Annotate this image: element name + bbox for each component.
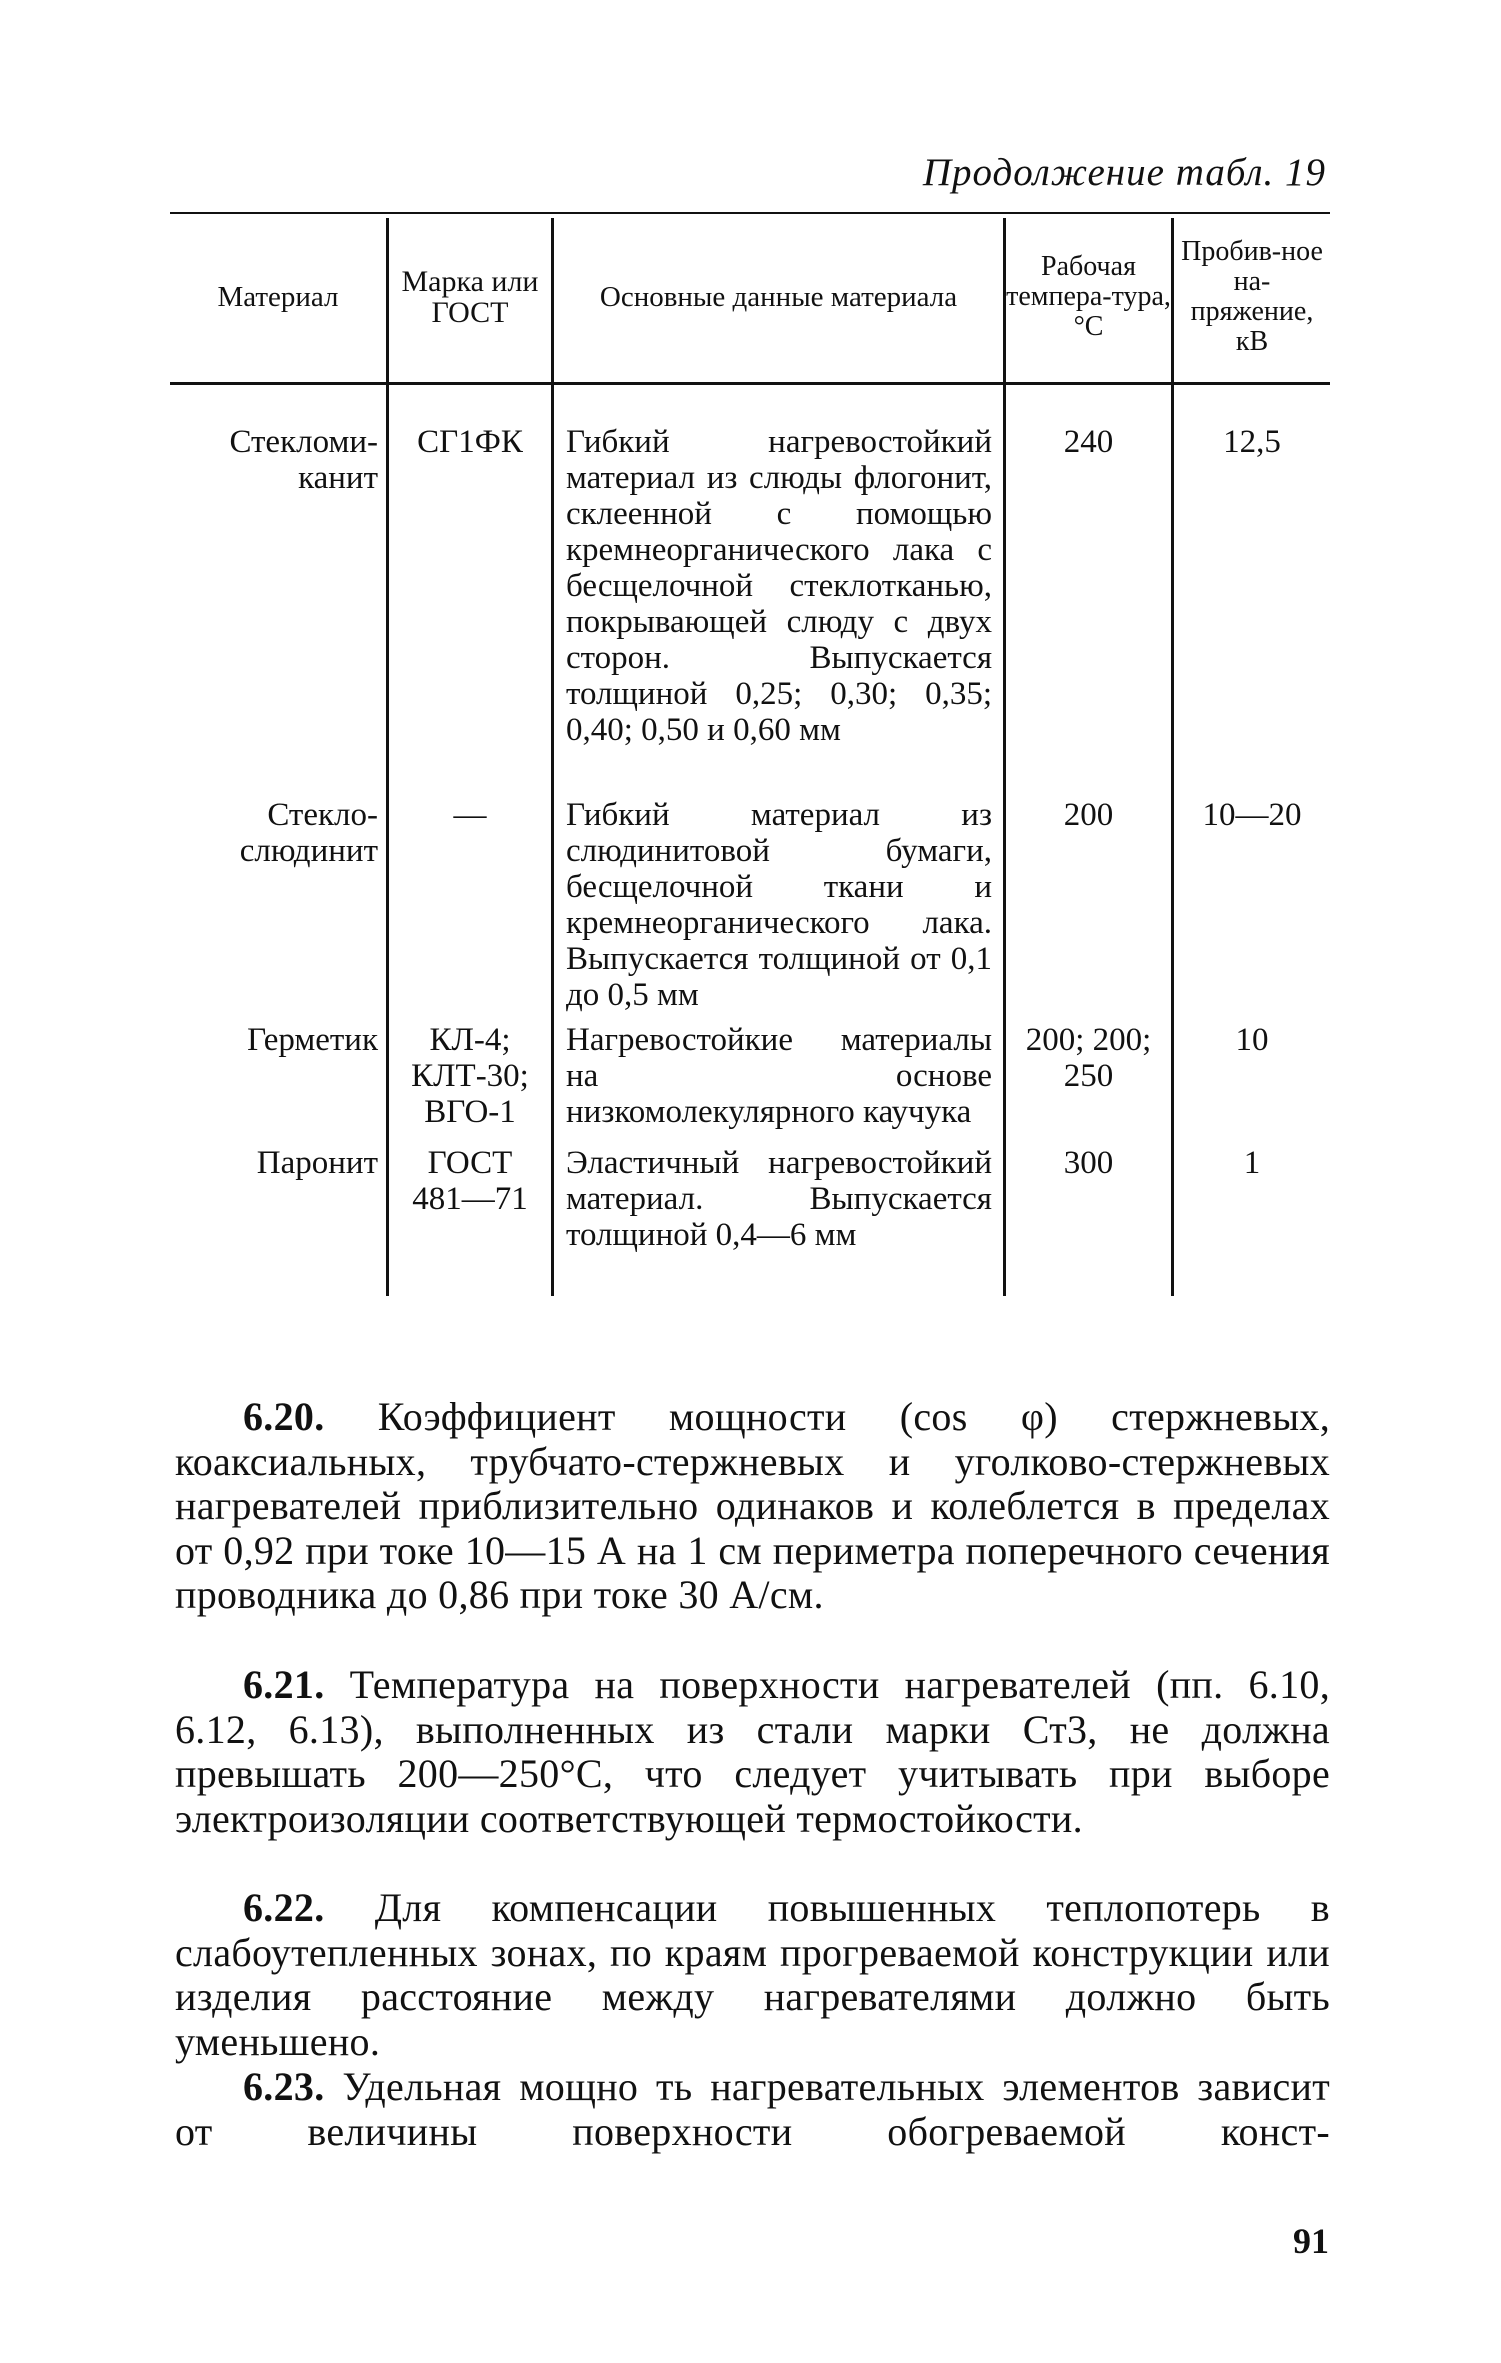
row-material: Паронит — [256, 1145, 378, 1181]
paragraph-text: Для компенсации повышенных теплопотерь в слабоутепленных зонах, по краям прогреваемой конструкции или изделия расстояние между нагревателями должно быть уменьшено. — [175, 1885, 1330, 2064]
table-header-rule — [170, 382, 1330, 385]
row-temperature: 240 — [1063, 424, 1114, 460]
paragraph-text: Коэффициент мощности (cos φ) стержневых, коаксиальных, трубчато-стержневых и уголково-стержневых нагревателей приблизительно одинаков и колеблется в пределах от 0,92 при токе 10—15 А на 1 см периметра поперечного сечения проводника до 0,86 при токе 30 А/см. — [175, 1394, 1330, 1617]
row-temperature: 200 — [1063, 797, 1114, 833]
row-description: Гибкий материал из слюдинитовой бумаги, бесщелочной ткани и кремнеорганического лака. Выпускается толщиной от 0,1 до 0,5 мм — [566, 797, 992, 1013]
row-material: Стекло- слюдинит — [239, 797, 378, 869]
paragraph-number: 6.21. — [243, 1662, 325, 1707]
row-temperature: 300 — [1063, 1145, 1114, 1181]
row-description: Нагревостойкие материалы на основе низкомолекулярного каучука — [566, 1022, 992, 1130]
row-mark: КЛ-4; КЛТ-30; ВГО-1 — [411, 1022, 529, 1130]
row-voltage: 12,5 — [1223, 424, 1281, 460]
row-material: Стекломи- канит — [229, 424, 378, 496]
paragraph-number: 6.20. — [243, 1394, 325, 1439]
paragraph-text: Удельная мощно ть нагревательных элементов зависит от величины поверхности обогреваемой конст- — [175, 2064, 1330, 2154]
header-material: Материал — [217, 280, 339, 313]
header-mark: Марка или ГОСТ — [401, 265, 539, 329]
paragraph-6-22 — [175, 1886, 1330, 2064]
header-voltage: Пробив-ное на-пряжение, кВ — [1181, 236, 1323, 357]
header-description: Основные данные материала — [599, 280, 958, 313]
row-temperature: 200; 200; 250 — [1025, 1022, 1152, 1094]
paragraph-number: 6.22. — [243, 1885, 325, 1930]
row-description: Эластичный нагревостойкий материал. Выпускается толщиной 0,4—6 мм — [566, 1145, 992, 1253]
paragraph-number: 6.23. — [243, 2064, 325, 2109]
row-description: Гибкий нагревостойкий материал из слюды флогонит, склеенной с помощью кремнеорганического лака с бесщелочной стеклотканью, покрывающей слюду с двух сторон. Выпускается толщиной 0,25; 0,30; 0,35; 0,40; 0,50 и 0,60 мм — [566, 424, 992, 748]
row-mark: СГ1ФК — [417, 424, 523, 460]
paragraph-6-21 — [175, 1663, 1330, 1841]
continuation-title: Продолжение табл. 19 — [922, 151, 1326, 194]
row-voltage: 10 — [1235, 1022, 1269, 1058]
paragraph-6-20 — [175, 1395, 1330, 1618]
materials-table — [170, 212, 1330, 1302]
header-temperature: Рабочая темпера-тура, °С — [1006, 251, 1171, 342]
row-voltage: 10—20 — [1202, 797, 1302, 833]
paragraph-6-23 — [175, 2065, 1330, 2154]
row-voltage: 1 — [1243, 1145, 1261, 1181]
row-mark: — — [453, 797, 487, 833]
row-material: Герметик — [247, 1022, 378, 1058]
page-number: 91 — [1293, 2221, 1329, 2261]
paragraph-text: Температура на поверхности нагревателей (пп. 6.10, 6.12, 6.13), выполненных из стали марки Ст3, не должна превышать 200—250°С, что следует учитывать при выборе электроизоляции соответствующей термостойкости. — [175, 1662, 1330, 1841]
row-mark: ГОСТ 481—71 — [412, 1145, 528, 1217]
